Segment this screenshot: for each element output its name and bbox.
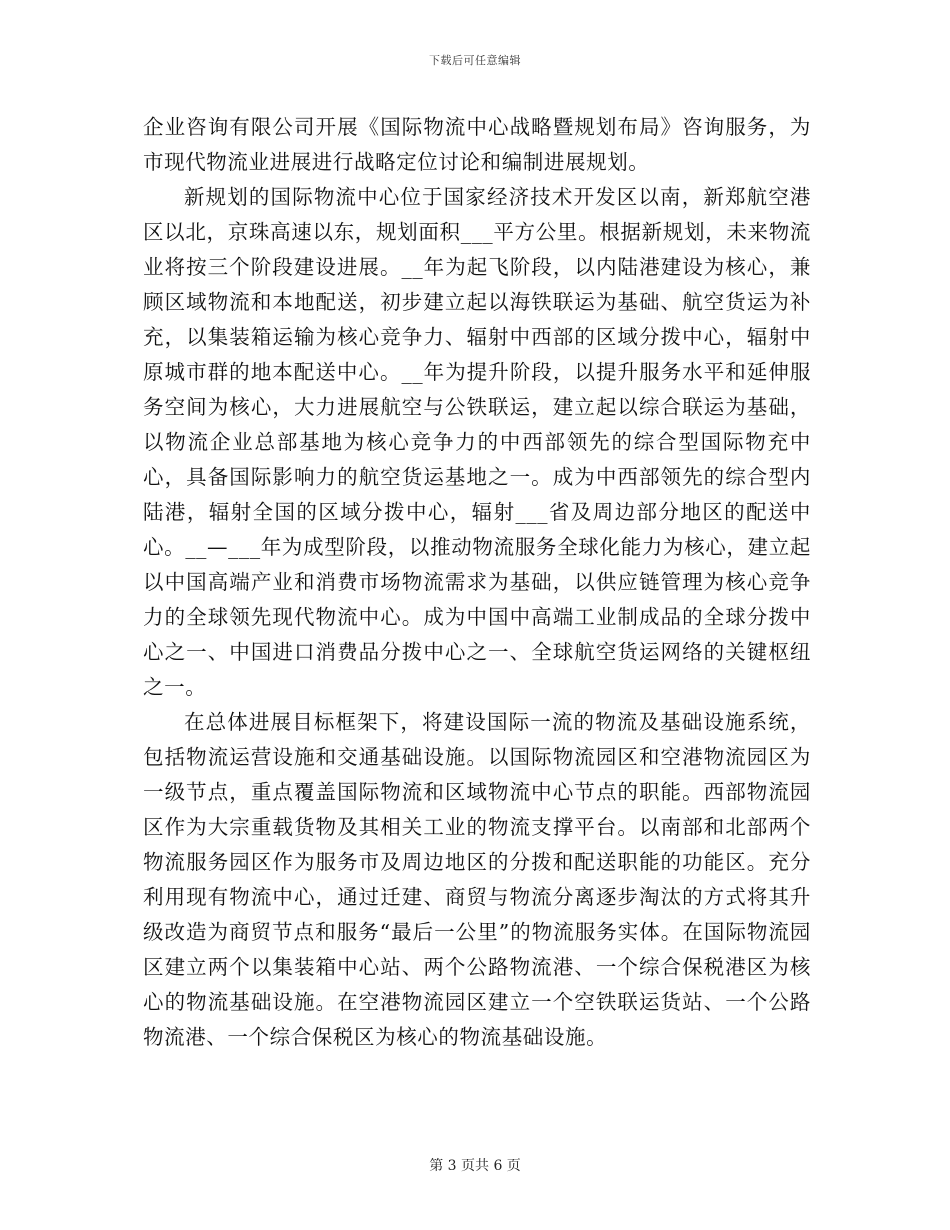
- page-header: 下载后可任意编辑: [429, 54, 521, 67]
- document-body: [143, 110, 811, 1055]
- paragraph-continuation: 企业咨询有限公司开展《国际物流中心战略暨规划布局》咨询服务，为市现代物流业进展进行战略定位讨论和编制进展规划。: [143, 115, 811, 174]
- page-number: 第 3 页共 6 页: [429, 1158, 521, 1174]
- paragraph-infrastructure: 在总体进展目标框架下，将建设国际一流的物流及基础设施系统，包括物流运营设施和交通基础设施。以国际物流园区和空港物流园区为一级节点，重点覆盖国际物流和区域物流中心节点的职能。西部物流园区作为大宗重载货物及其相关工业的物流支撑平台。以南部和北部两个物流服务园区作为服务市及周边地区的分拨和配送职能的功能区。充分利用现有物流中心，通过迁建、商贸与物流分离逐步淘汰的方式将其升级改造为商贸节点和服务“最后一公里”的物流服务实体。在国际物流园区建立两个以集装箱中心站、两个公路物流港、一个综合保税港区为核心的物流基础设施。在空港物流园区建立一个空铁联运货站、一个公路物流港、一个综合保税区为核心的物流基础设施。: [143, 710, 811, 1049]
- paragraph-planning-stages: 新规划的国际物流中心位于国家经济技术开发区以南，新郑航空港区以北，京珠高速以东，规划面积___平方公里。根据新规划，未来物流业将按三个阶段建设进展。__年为起飞阶段，以内陆港建设为核心，兼顾区域物流和本地配送，初步建立起以海铁联运为基础、航空货运为补充，以集装箱运输为核心竞争力、辐射中西部的区域分拨中心，辐射中原城市群的地本配送中心。__年为提升阶段，以提升服务水平和延伸服务空间为核心，大力进展航空与公铁联运，建立起以综合联运为基础，以物流企业总部基地为核心竞争力的中西部领先的综合型国际物充中心，具备国际影响力的航空货运基地之一。成为中西部领先的综合型内陆港，辐射全国的区域分拨中心，辐射___省及周边部分地区的配送中心。__—___年为成型阶段，以推动物流服务全球化能力为核心，建立起以中国高端产业和消费市场物流需求为基础，以供应链管理为核心竞争力的全球领先现代物流中心。成为中国中高端工业制成品的全球分拨中心之一、中国进口消费品分拨中心之一、全球航空货运网络的关键枢纽之一。: [143, 185, 811, 699]
